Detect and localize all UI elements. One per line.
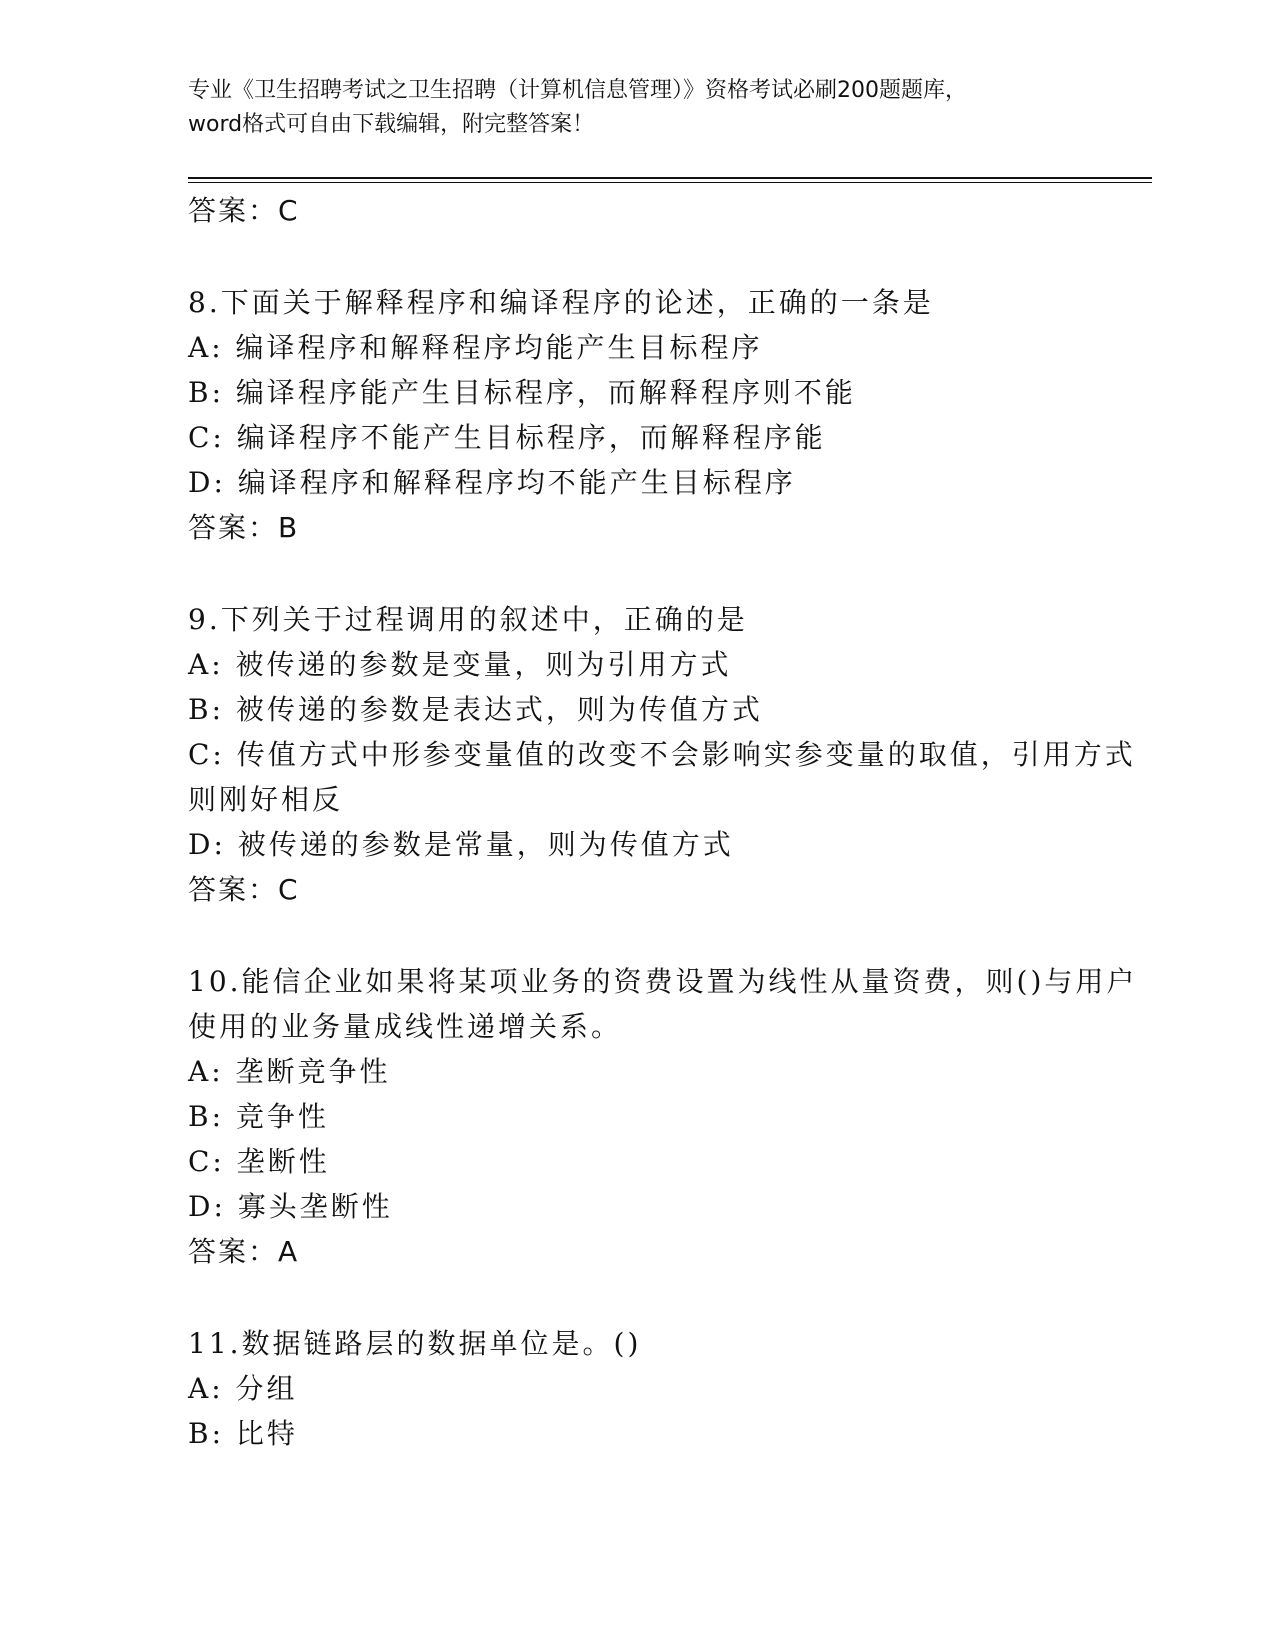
option-c: C: 编译程序不能产生目标程序，而解释程序能: [188, 421, 826, 454]
option-c-line-1: C: 传值方式中形参变量值的改变不会影响实参变量的取值，引用方式: [188, 738, 1136, 771]
answer: 答案：A: [188, 1235, 300, 1268]
option-d: D: 寡头垄断性: [188, 1190, 393, 1223]
option-d: D: 被传递的参数是常量，则为传值方式: [188, 828, 734, 861]
option-b: B: 竞争性: [188, 1100, 329, 1133]
question-9: [188, 597, 1152, 912]
header-title-line-1: 专业《卫生招聘考试之卫生招聘（计算机信息管理）》资格考试必刷200题题库，: [188, 78, 967, 103]
question-text: 9.下列关于过程调用的叙述中，正确的是: [188, 603, 748, 636]
question-8: [188, 280, 1152, 550]
question-text-line-1: 10.能信企业如果将某项业务的资费设置为线性从量资费，则()与用户: [188, 965, 1138, 998]
option-a: A: 编译程序和解释程序均能产生目标程序: [188, 331, 763, 364]
previous-answer: 答案：C: [188, 194, 300, 227]
answer: 答案：B: [188, 511, 300, 544]
question-text: 11.数据链路层的数据单位是。(): [188, 1327, 642, 1360]
option-b: B: 被传递的参数是表达式，则为传值方式: [188, 693, 763, 726]
question-content: [188, 188, 1152, 1456]
option-a: A: 被传递的参数是变量，则为引用方式: [188, 648, 732, 681]
header-divider: [188, 177, 1152, 183]
spacer: [188, 550, 1152, 597]
option-a: A: 分组: [188, 1372, 298, 1405]
question-text-line-2: 使用的业务量成线性递增关系。: [188, 1010, 623, 1043]
question-11: [188, 1321, 1152, 1456]
question-text: 8.下面关于解释程序和编译程序的论述，正确的一条是: [188, 286, 934, 319]
option-a: A: 垄断竞争性: [188, 1055, 391, 1088]
header-title-line-2: word格式可自由下载编辑，附完整答案！: [188, 112, 595, 137]
option-b: B: 比特: [188, 1417, 298, 1450]
option-b: B: 编译程序能产生目标程序，而解释程序则不能: [188, 376, 856, 409]
option-d: D: 编译程序和解释程序均不能产生目标程序: [188, 466, 796, 499]
spacer: [188, 1274, 1152, 1321]
question-10: [188, 959, 1152, 1274]
document-header: [188, 74, 1088, 142]
spacer: [188, 233, 1152, 280]
option-c: C: 垄断性: [188, 1145, 330, 1178]
option-c-line-2: 则刚好相反: [188, 783, 344, 816]
answer: 答案：C: [188, 873, 300, 906]
spacer: [188, 912, 1152, 959]
